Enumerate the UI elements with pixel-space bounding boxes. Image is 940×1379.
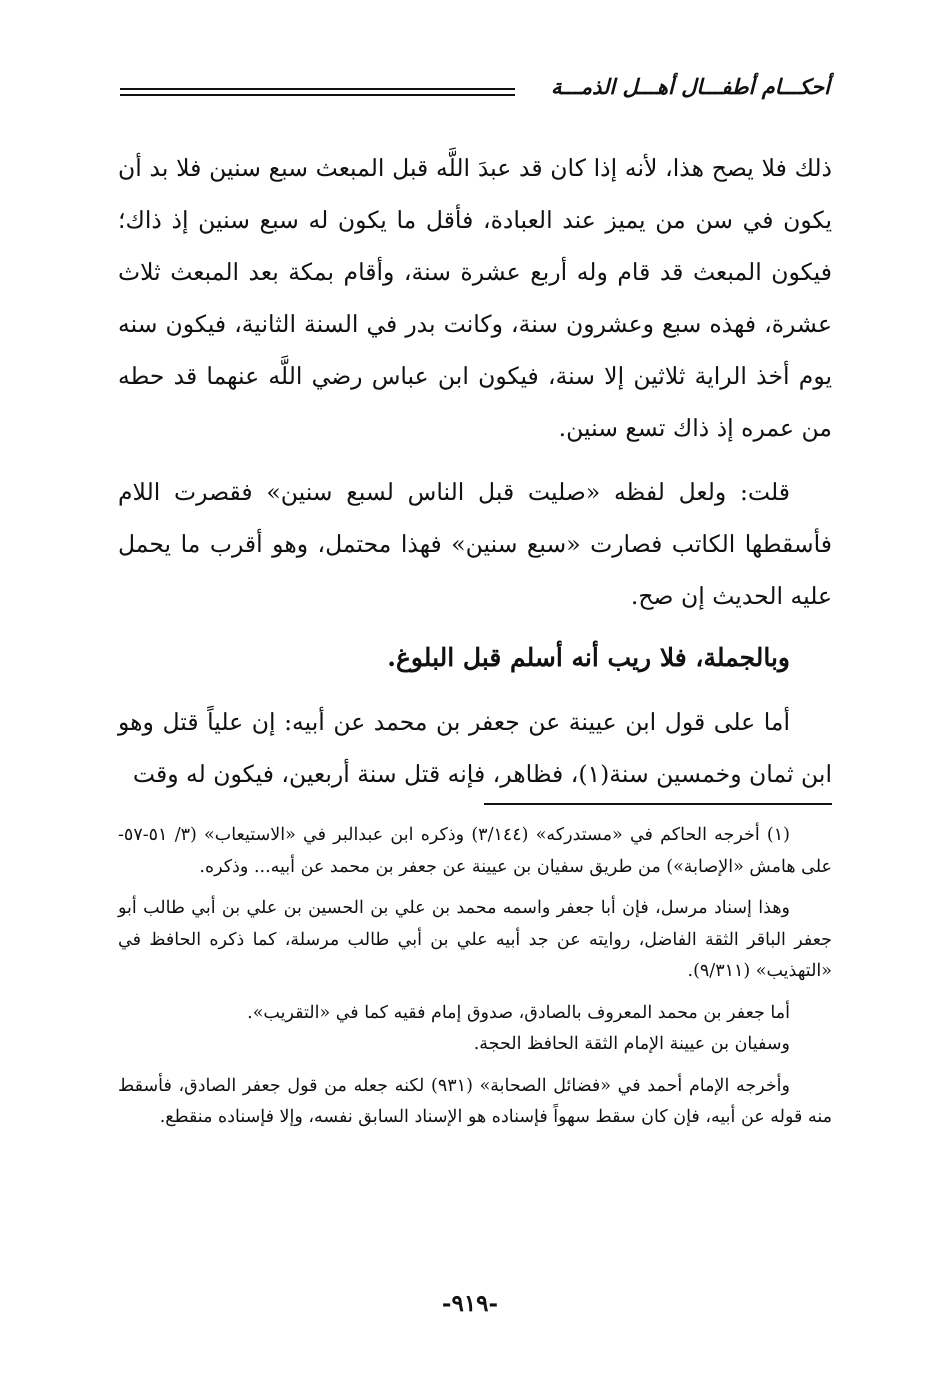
header-rule [120, 94, 515, 96]
page-number: -٩١٩- [441, 1290, 499, 1317]
footnote-paragraph: أما جعفر بن محمد المعروف بالصادق، صدوق إمام فقيه كما في «التقريب». [247, 1002, 790, 1023]
footnotes [118, 820, 832, 1134]
footnote-paragraph: وأخرجه الإمام أحمد في «فضائل الصحابة» (٩٣١) لكنه جعله من قول جعفر الصادق، فأسقط منه قوله عن أبيه، فإن كان سقط سهواً فإسناده هو الإسناد السابق نفسه، وإلا فإسناده منقطع. [118, 1075, 832, 1127]
paragraph-continuation: ذلك فلا يصح هذا، لأنه إذا كان قد عبدَ اللَّه قبل المبعث سبع سنين فلا بد أن يكون في سن من يميز عند العبادة، فأقل ما يكون له سبع سنين إذ ذاك؛ فيكون المبعث قد قام وله أربع عشرة سنة، وأقام بمكة بعد المبعث ثلاث عشرة، فهذه سبع وعشرون سنة، وكانت بدر في السنة الثانية، فيكون سنه يوم أخذ الراية ثلاثين إلا سنة، فيكون ابن عباس رضي اللَّه عنهما قد حطه من عمره إذ ذاك تسع سنين. [118, 154, 832, 442]
header-title: أحكـــام أطفـــال أهـــل الذمـــة [551, 74, 830, 99]
footnote-paragraph: وهذا إسناد مرسل، فإن أبا جعفر واسمه محمد بن علي بن الحسين بن علي بن أبي طالب أبو جعفر الباقر الثقة الفاضل، روايته عن جد أبيه علي بن أبي طالب مرسلة، كما ذكره الحافظ في «التهذيب» (٩/٣١١). [118, 898, 832, 981]
footnote-paragraph: وسفيان بن عيينة الإمام الثقة الحافظ الحجة. [473, 1034, 790, 1054]
main-text [118, 142, 832, 800]
header-rule [120, 88, 515, 90]
paragraph-conclusion: وبالجملة، فلا ريب أنه أسلم قبل البلوغ. [387, 643, 790, 672]
footnote-1: (١) أخرجه الحاكم في «مستدركه» (٣/١٤٤) وذكره ابن عبدالبر في «الاستيعاب» (٣/ ٥١-٥٧- على هامش «الإصابة») من طريق سفيان بن عيينة عن جعفر بن محمد عن أبيه... وذكره. [118, 825, 832, 877]
running-header [120, 74, 830, 108]
paragraph-qultu: قلت: ولعل لفظه «صليت قبل الناس لسبع سنين» فقصرت اللام فأسقطها الكاتب فصارت «سبع سنين» فهذا محتمل، وهو أقرب ما يحمل عليه الحديث إن صح. [118, 478, 832, 610]
paragraph-ibn-uyayna: أما على قول ابن عيينة عن جعفر بن محمد عن أبيه: إن علياً قتل وهو ابن ثمان وخمسين سنة(١)، فظاهر، فإنه قتل سنة أربعين، فيكون له وقت [118, 708, 832, 788]
footnote-separator [484, 803, 832, 805]
